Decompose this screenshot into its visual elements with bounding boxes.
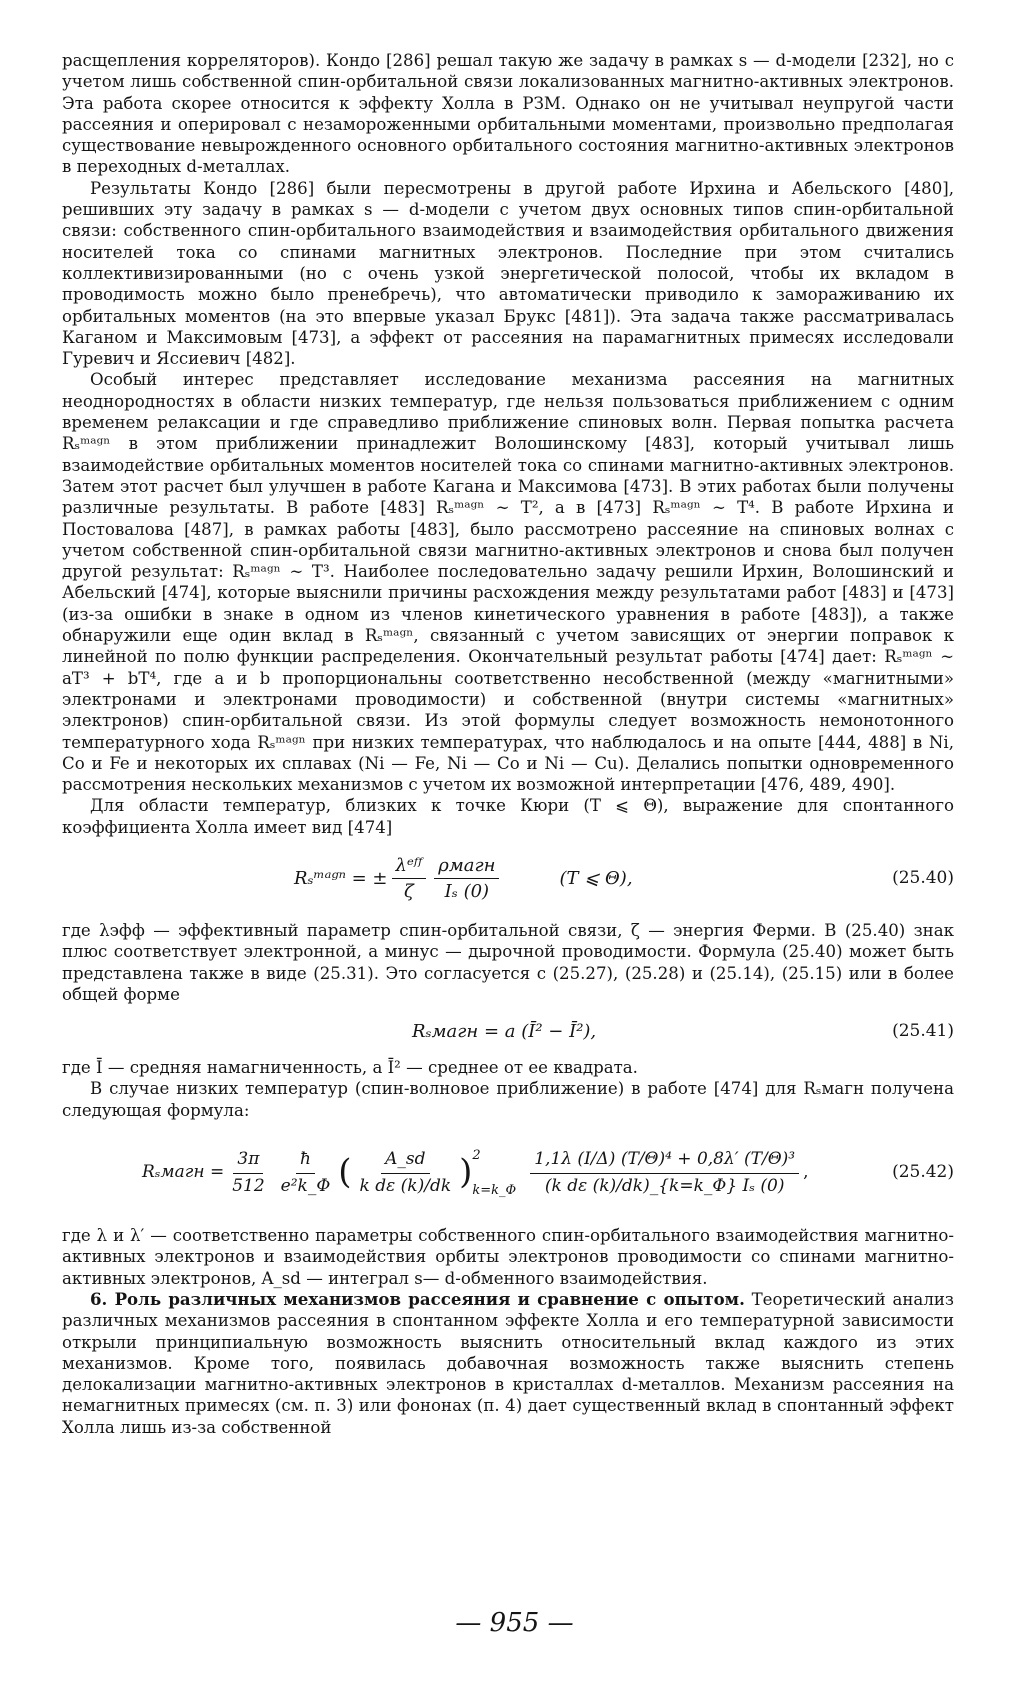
formula-42-coef2-den: e²k_Φ bbox=[280, 1175, 331, 1196]
formula-42-paren-num: A_sd bbox=[381, 1149, 429, 1173]
formula-25-40 bbox=[62, 842, 954, 916]
page-number: — 955 — bbox=[455, 1608, 574, 1638]
formula-40-frac2-num: ρмагн bbox=[434, 855, 499, 879]
formula-42-coef2 bbox=[277, 1149, 335, 1197]
formula-42-left-paren: ( bbox=[338, 1152, 352, 1193]
section-6-text: Теоретический анализ различных механизмов рассеяния в спонтанном эффекте Холла и его температурной зависимости открыли принципиальную возможность выяснить относительный вклад каждого из этих механизмов. Кроме того, появилась добавочная возможность также выяснить степень делокализации магнитно-активных электронов в кристаллах d-металлов. Механизм рассеяния на немагнитных примесях (см. п. 3) или фононах (п. 4) дает существенный вклад в спонтанный эффект Холла лишь из-за собственной bbox=[62, 1289, 954, 1437]
formula-40-frac1-den: ζ bbox=[404, 881, 414, 903]
formula-40-frac1-num: λᵉᶠᶠ bbox=[392, 855, 427, 879]
formula-40-frac2-den: Iₛ (0) bbox=[444, 881, 490, 903]
paragraph-3: Особый интерес представляет исследование механизма рассеяния на магнитных неоднородностях в области низких температур, где нельзя пользоваться приближением с одним временем релаксации и где справедливо приближение спиновых волн. Первая попытка расчета Rₛᵐᵃᵍⁿ в этом приближении принадлежит Волошинскому [483], который учитывал лишь взаимодействие орбитальных моментов носителей тока со спинами магнитно-активных электронов. Затем этот расчет был улучшен в работе Кагана и Максимова [473]. В этих работах были получены различные результаты. В работе [483] Rₛᵐᵃᵍⁿ ∼ T², а в [473] Rₛᵐᵃᵍⁿ ∼ T⁴. В работе Ирхина и Постовалова [487], в рамках работы [483], было рассмотрено рассеяние на спиновых волнах с учетом собственной спин-орбитальной связи магнитно-активных электронов и снова был получен другой результат: Rₛᵐᵃᵍⁿ ∼ T³. Наиболее последовательно задачу решили Ирхин, Волошинский и Абельский [474], которые выяснили причины расхождения между результатами работ [483] и [473] (из-за ошибки в знаке в одном из членов кинетического уравнения в работе [483]), а также обнаружили еще один вклад в Rₛᵐᵃᵍⁿ, связанный с учетом зависящих от энергии поправок к линейной по полю функции распределения. Окончательный результат работы [474] дает: Rₛᵐᵃᵍⁿ ∼ aT³ + bT⁴, где a и b пропорциональны соответственно несобственной (между «магнитными» электронами и электронами проводимости) и собственной (внутри системы «магнитных» электронов) спин-орбитальной связи. Из этой формулы следует возможность немонотонного температурного хода Rₛᵐᵃᵍⁿ при низких температурах, что наблюдалось и на опыте [444, 488] в Ni, Co и Fe и некоторых их сплавах (Ni — Fe, Ni — Co и Ni — Cu). Делались попытки одновременного рассмотрения нескольких механизмов с учетом их возможной интерпретации [476, 489, 490]. bbox=[62, 370, 954, 795]
section-6-title: 6. Роль различных механизмов рассеяния и сравнение с опытом. bbox=[90, 1288, 745, 1309]
formula-40-lhs: Rₛᵐᵃᵍⁿ = ± bbox=[294, 868, 388, 890]
formula-42-paren-den: k dε (k)/dk bbox=[359, 1175, 452, 1196]
formula-42-paren-sub: k=k_Φ bbox=[472, 1183, 517, 1199]
formula-40-number: (25.40) bbox=[892, 868, 954, 889]
formula-42-paren-exp: 2 bbox=[472, 1147, 481, 1163]
formula-42-number: (25.42) bbox=[892, 1162, 954, 1183]
formula-42-right-paren: ) bbox=[459, 1152, 473, 1193]
formula-42-lhs: Rₛмагн = bbox=[142, 1162, 225, 1183]
formula-25-41 bbox=[62, 1009, 954, 1053]
formula-42-coef1 bbox=[228, 1149, 268, 1197]
paragraph-after-42: где λ и λ′ — соответственно параметры собственного спин-орбитального взаимодействия магнитно-активных электронов и взаимодействия орбиты электронов проводимости со спинами магнитно-активных электронов, A_sd — интеграл s— d-обменного взаимодействия. bbox=[62, 1226, 954, 1288]
formula-41-expr: Rₛмагн = a (Ī² − Ī²), bbox=[412, 1020, 597, 1042]
formula-42-big-frac bbox=[530, 1149, 799, 1197]
formula-25-42 bbox=[62, 1125, 954, 1221]
formula-42-paren-frac bbox=[356, 1149, 456, 1197]
formula-42-big-num: 1,1λ (I/Δ) (T/Θ)⁴ + 0,8λ′ (T/Θ)³ bbox=[530, 1149, 799, 1173]
formula-42-coef2-num: ħ bbox=[296, 1149, 315, 1173]
formula-40-frac2 bbox=[434, 855, 499, 903]
formula-42-big-den: (k dε (k)/dk)_{k=k_Φ} Iₛ (0) bbox=[544, 1175, 785, 1196]
formula-42-coef1-num: 3π bbox=[233, 1149, 263, 1173]
section-6 bbox=[62, 1289, 954, 1438]
formula-42-comma: , bbox=[803, 1162, 809, 1183]
paragraph-after-40: где λэфф — эффективный параметр спин-орбитальной связи, ζ — энергия Ферми. В (25.40) знак плюс соответствует электронной, а минус — дырочной проводимости. Формула (25.40) может быть представлена также в виде (25.31). Это согласуется с (25.27), (25.28) и (25.14), (25.15) или в более общей форме bbox=[62, 920, 954, 1004]
paragraph-after-41: где Ī — средняя намагниченность, а Ī² — среднее от ее квадрата. bbox=[62, 1058, 638, 1078]
formula-42-coef1-den: 512 bbox=[232, 1175, 265, 1196]
formula-41-number: (25.41) bbox=[892, 1020, 954, 1041]
formula-40-frac1 bbox=[392, 855, 427, 903]
paragraph-low-temperature: В случае низких температур (спин-волновое приближение) в работе [474] для Rₛмагн получена следующая формула: bbox=[62, 1079, 954, 1120]
formula-40-condition: (T ⩽ Θ), bbox=[559, 868, 633, 890]
formula-42-paren-scripts bbox=[472, 1145, 516, 1202]
page-body bbox=[62, 50, 954, 1438]
paragraph-2: Результаты Кондо [286] были пересмотрены в другой работе Ирхина и Абельского [480], решивших эту задачу в рамках s — d-модели с учетом двух основных типов спин-орбитальной связи: собственного спин-орбитального взаимодействия и взаимодействия орбитального движения носителей тока со спинами магнитных электронов. Последние при этом считались коллективизированными (но с очень узкой энергетической полосой, чтобы их вкладом в проводимость можно было пренебречь), что автоматически приводило к замораживанию их орбитальных моментов (на это впервые указал Брукс [481]). Эта задача также рассматривалась Каганом и Максимовым [473], а эффект от рассеяния на парамагнитных примесях исследовали Гуревич и Яссиевич [482]. bbox=[62, 178, 954, 369]
paragraph-1: расщепления корреляторов). Кондо [286] решал такую же задачу в рамках s — d-модели [232], но с учетом лишь собственной спин-орбитальной связи локализованных магнитно-активных электронов. Эта работа скорее относится к эффекту Холла в РЗМ. Однако он не учитывал неупругой части рассеяния и оперировал с незамороженными орбитальными моментами, произвольно предполагая существование невырожденного основного орбитального состояния магнитно-активных электронов в переходных d-металлах. bbox=[62, 51, 954, 177]
paragraph-4: Для области температур, близких к точке Кюри (T ⩽ Θ), выражение для спонтанного коэффициента Холла имеет вид [474] bbox=[62, 796, 954, 837]
